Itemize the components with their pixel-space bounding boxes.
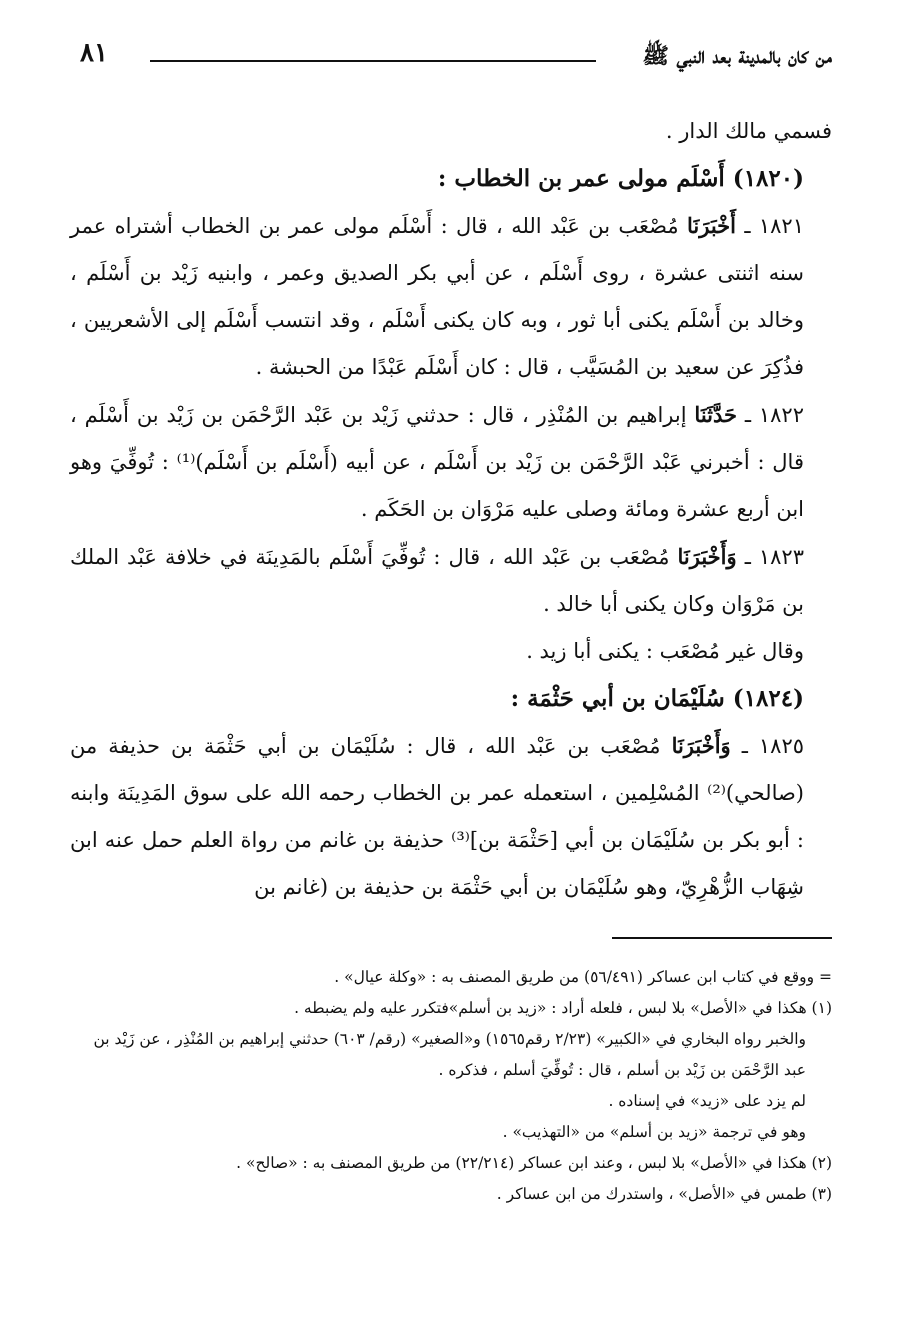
paragraph-1821 <box>70 202 832 391</box>
narration-lead: أَخْبَرَنَا <box>687 213 736 238</box>
narration-lead: وَأَخْبَرَنَا <box>671 733 731 758</box>
header-title: من كان بالمدينة بعد النبي ﷺ <box>642 43 832 69</box>
narration-text: إبراهيم بن المُنْذِر ، قال : حدثني زَيْد بن عَبْد الرَّحْمَن بن زَيْد بن أَسْلَم ، قال : أخبرني عَبْد الرَّحْمَن بن زَيْد بن أَسْلَم ، عن أبيه (أَسْلَم بن أَسْلَم)⁽¹⁾ : تُوفِّيَ وهو ابن أربع عشرة ومائة وصلى عليه مَرْوَان بن الحَكَم . <box>70 403 804 521</box>
narration-lead: حَدَّثَنَا <box>694 402 738 427</box>
paragraph-1825 <box>70 722 832 911</box>
footnote-separator <box>612 937 832 939</box>
entry-number: ١٨٢١ ـ <box>744 214 804 238</box>
paragraph-1823 <box>70 533 832 628</box>
paragraph-1822 <box>70 391 832 533</box>
entry-number: ١٨٢٣ ـ <box>744 545 804 569</box>
paragraph-1: فسمي مالك الدار . <box>665 119 832 143</box>
header-rule <box>150 60 596 62</box>
paragraph-note: وقال غير مُصْعَب : يكنى أبا زيد . <box>526 639 804 663</box>
footnote-1-detail: والخبر رواه البخاري في «الكبير» (٢/٢٣ رقم١٥٦٥) و«الصغير» (رقم/ ٦٠٣) حدثني إبراهيم بن المُنْذِر ، عن زَيْد بن عبد الرَّحْمَن بن زَيْد بن أسلم ، قال : تُوفِّيَ أسلم ، فذكره . <box>93 1030 806 1079</box>
narration-text: مُصْعَب بن عَبْد الله ، قال : تُوفِّيَ أَسْلَم بالمَدِينَة في خلافة عَبْد الملك بن مَرْوَان وكان يكنى أبا خالد . <box>70 545 804 616</box>
footnote-3: (٣) طمس في «الأصل» ، واستدرك من ابن عساكر . <box>496 1185 832 1203</box>
footnote-1-detail: لم يزد على «زيد» في إسناده . <box>608 1092 806 1110</box>
main-text <box>70 108 832 911</box>
running-header <box>70 38 832 78</box>
footnote-continuation: = ووقع في كتاب ابن عساكر (٥٦/٤٩١) من طريق المصنف به : «وكلة عيال» . <box>334 968 832 986</box>
page-number: ٨١ <box>80 38 108 68</box>
footnotes <box>70 962 832 1210</box>
footnote-2: (٢) هكذا في «الأصل» بلا لبس ، وعند ابن عساكر (٢٢/٢١٤) من طريق المصنف به : «صالح» . <box>236 1154 832 1172</box>
footnote-1: (١) هكذا في «الأصل» بلا لبس ، فلعله أراد : «زيد بن أسلم»فتكرر عليه ولم يضبطه . <box>294 999 832 1017</box>
entry-number: ١٨٢٥ ـ <box>741 734 805 758</box>
entry-number: ١٨٢٢ ـ <box>744 403 804 427</box>
entry-heading-1824: (١٨٢٤) سُلَيْمَان بن أبي حَثْمَة : <box>510 685 804 712</box>
footnote-1-detail: وهو في ترجمة «زيد بن أسلم» من «التهذيب» . <box>502 1123 806 1141</box>
narration-text: مُصْعَب بن عَبْد الله ، قال : سُلَيْمَان بن أبي حَثْمَة بن حذيفة من (صالحي)⁽²⁾ المُسْلِمين ، استعمله عمر بن الخطاب رحمه الله على سوق المَدِينَة وابنه : أبو بكر بن سُلَيْمَان بن أبي [حَثْمَة بن]⁽³⁾ حذيفة بن غانم من رواة العلم حمل عنه ابن شِهَاب الزُّهْرِيّ، وهو سُلَيْمَان بن أبي حَثْمَة بن حذيفة بن (غانم بن <box>70 734 804 899</box>
narration-lead: وَأَخْبَرَنَا <box>677 544 737 569</box>
narration-text: مُصْعَب بن عَبْد الله ، قال : أَسْلَم مولى عمر بن الخطاب أشتراه عمر سنه اثنتى عشرة ، روى أَسْلَم ، عن أبي بكر الصديق وعمر ، وابنيه زَيْد بن أَسْلَم ، وخالد بن أَسْلَم يكنى أبا ثور ، وبه كان يكنى أَسْلَم ، وقد انتسب أَسْلَم إلى الأشعريين ، فذُكِرَ عن سعيد بن المُسَيَّب ، قال : كان أَسْلَم عَبْدًا من الحبشة . <box>70 214 804 379</box>
entry-heading-1820: (١٨٢٠) أَسْلَم مولى عمر بن الخطاب : <box>437 165 804 192</box>
